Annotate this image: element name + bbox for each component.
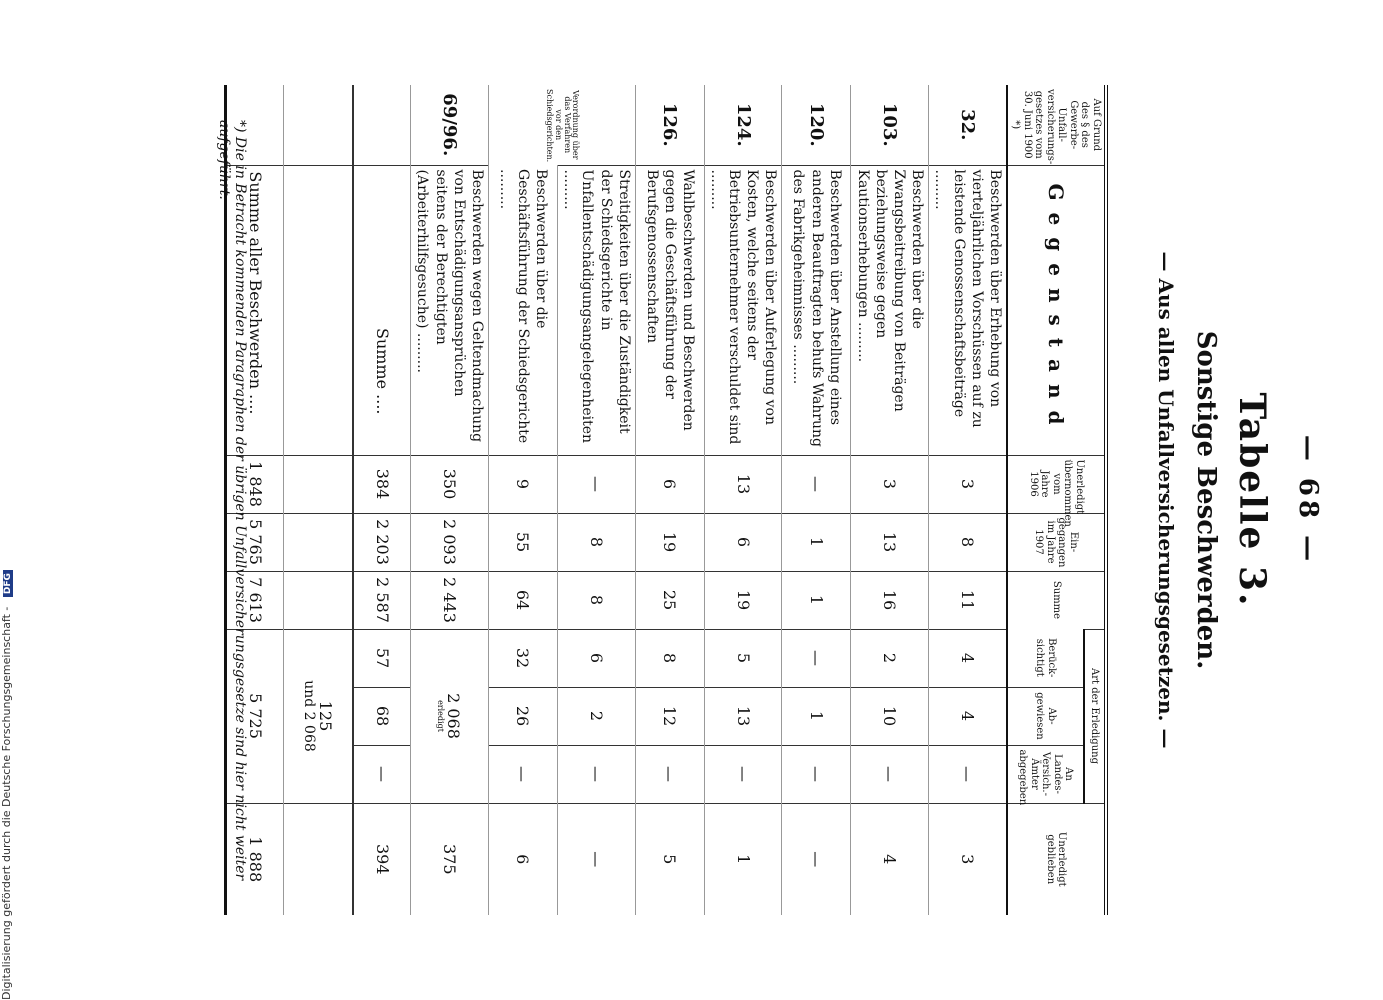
cell-paragraph: 126. [635, 85, 704, 165]
gesamt-unerledigt: 1 888 [227, 803, 284, 915]
cell-summe: 64 [489, 571, 558, 629]
cell-paragraph: 120. [782, 85, 851, 165]
cell-unerledigt: 3 [929, 803, 1007, 915]
cell-beruecksichtigt: 2 [851, 629, 929, 687]
dfg-logo: DFG [3, 570, 13, 597]
header-abgewiesen: Ab-gewiesen [1007, 687, 1084, 745]
cell-beruecksichtigt: 4 [929, 629, 1007, 687]
cell-unerledigt: — [558, 803, 636, 915]
gesamt-summe: 7 613 [227, 571, 284, 629]
erledigt-value: 2 068 [444, 693, 464, 739]
cell-landes: — [929, 745, 1007, 803]
cell-unerledigt: — [782, 803, 851, 915]
data-table [224, 85, 1108, 915]
cell-summe: 8 [558, 571, 636, 629]
cell-uebernommen: 3 [851, 455, 929, 513]
cell-summe: 16 [851, 571, 929, 629]
side-label [0, 0, 14, 1000]
cell-landes: — [851, 745, 929, 803]
cell-eingegangen: 19 [635, 513, 704, 571]
cell-uebernommen: 6 [635, 455, 704, 513]
cell-unerledigt: 4 [851, 803, 929, 915]
cell-paragraph: 124. [704, 85, 782, 165]
header-art-der-erledigung: Art der Erledigung [1084, 629, 1104, 803]
cell-beruecksichtigt: 32 [489, 629, 558, 687]
cell-eingegangen: 2 093 [411, 513, 489, 571]
cell-abgewiesen: 12 [635, 687, 704, 745]
summe-combined-value: 125 [315, 700, 335, 732]
header-gegenstand: Gegenstand [1007, 165, 1104, 455]
cell-abgewiesen: 13 [704, 687, 782, 745]
summe-beruecksichtigt: 57 [353, 629, 411, 687]
cell-summe: 25 [635, 571, 704, 629]
summe-combined [284, 629, 354, 803]
cell-summe: 11 [929, 571, 1007, 629]
header-landes-abgegeben: An Landes-Versich.-Ämter abgegeben [1007, 745, 1084, 803]
cell-uebernommen: — [782, 455, 851, 513]
cell-uebernommen: — [558, 455, 636, 513]
cell-paragraph-verordnung: Verordnung über das Verfahren vor den Schiedsgerichten. [489, 85, 636, 165]
cell-abgewiesen: 4 [929, 687, 1007, 745]
header-unerledigt-uebernommen: Unerledigt übernommen vom Jahre 1906 [1007, 455, 1104, 513]
cell-eingegangen: 1 [782, 513, 851, 571]
table-subtitle: Sonstige Beschwerden. [1191, 330, 1221, 670]
header-summe: Summe [1007, 571, 1104, 629]
summe-abgewiesen: 68 [353, 687, 411, 745]
page-number: — 68 — [1293, 434, 1323, 566]
cell-description: Beschwerden wegen Geltendmachung von Entschädigungsansprüchen seitens der Berechtigten (Arbeiterhilfsgesuche) ......... [411, 165, 489, 455]
cell-landes: — [558, 745, 636, 803]
table-subsubtitle: — Aus allen Unfallversicherungsgesetzen. — [1154, 251, 1178, 749]
cell-description: Streitigkeiten über die Zuständigkeit der Schiedsgerichte in Unfallentschädigungsangelegenheiten ......... [558, 165, 636, 455]
summe-combined-row [284, 85, 354, 915]
summe-und: und 2 068 [300, 680, 317, 752]
gesamt-label: Summe aller Beschwerden .... [227, 165, 284, 455]
gesamt-uebernommen: 1 848 [227, 455, 284, 513]
cell-unerledigt: 6 [489, 803, 558, 915]
cell-description: Beschwerden über die Geschäftsführung der Schiedsgerichte ......... [489, 165, 558, 455]
cell-landes: — [489, 745, 558, 803]
cell-summe: 1 [782, 571, 851, 629]
cell-landes: — [635, 745, 704, 803]
table-row [411, 85, 489, 915]
summe-label: Summe .... [353, 165, 411, 455]
header-unerledigt-geblieben: Unerledigt geblieben [1007, 803, 1104, 915]
cell-eingegangen: 6 [704, 513, 782, 571]
header-beruecksichtigt: Berück-sichtigt [1007, 629, 1084, 687]
table-row [704, 85, 782, 915]
cell-abgewiesen: 1 [782, 687, 851, 745]
cell-description: Beschwerden über Anstellung eines anderen Beauftragten behufs Wahrung des Fabrikgeheimnisses ......... [782, 165, 851, 455]
table-row [635, 85, 704, 915]
summe-row [353, 85, 411, 915]
cell-paragraph: 69/96. [411, 85, 489, 165]
cell-summe: 19 [704, 571, 782, 629]
summe-uebernommen: 384 [353, 455, 411, 513]
cell-eingegangen: 55 [489, 513, 558, 571]
cell-summe: 2 443 [411, 571, 489, 629]
cell-description: Beschwerden über die Zwangsbeitreibung von Beiträgen beziehungsweise gegen Kautionserhebungen ......... [851, 165, 929, 455]
table-row [489, 85, 558, 915]
table-title: Tabelle 3. [1231, 392, 1273, 608]
cell-beruecksichtigt: 8 [635, 629, 704, 687]
cell-paragraph: 32. [929, 85, 1007, 165]
cell-beruecksichtigt: 6 [558, 629, 636, 687]
header-paragraph: Auf Grund des § des Gewerbe-Unfall-versicherungs-gesetzes vom 30. Juni 1900 *) [1007, 85, 1104, 165]
erledigt-note: erledigt [436, 700, 446, 732]
gesamt-eingegangen: 5 765 [227, 513, 284, 571]
cell-uebernommen: 3 [929, 455, 1007, 513]
cell-landes: — [782, 745, 851, 803]
cell-unerledigt: 375 [411, 803, 489, 915]
summe-summe: 2 587 [353, 571, 411, 629]
cell-unerledigt: 5 [635, 803, 704, 915]
table-row [851, 85, 929, 915]
cell-beruecksichtigt: — [782, 629, 851, 687]
side-label-text: Digitalisierung gefördert durch die Deutsche Forschungsgemeinschaft - [0, 606, 13, 1000]
cell-description: Beschwerden über Auferlegung von Kosten, welche seitens der Betriebsunternehmer verschuldet sind ......... [704, 165, 782, 455]
gesamt-erledigt: 5 725 [227, 629, 284, 803]
summe-unerledigt: 394 [353, 803, 411, 915]
cell-abgewiesen: 2 [558, 687, 636, 745]
table-row [558, 85, 636, 915]
cell-erledigt [411, 629, 489, 803]
cell-description: Wahlbeschwerden und Beschwerden gegen die Geschäftsführung der Berufsgenossenschaften [635, 165, 704, 455]
cell-uebernommen: 9 [489, 455, 558, 513]
table-row [929, 85, 1007, 915]
cell-eingegangen: 8 [929, 513, 1007, 571]
cell-description: Beschwerden über Erhebung von vierteljährlichen Vorschüssen auf zu leistende Genossenschaftsbeiträge ......... [929, 165, 1007, 455]
summe-landes: — [353, 745, 411, 803]
cell-uebernommen: 13 [704, 455, 782, 513]
cell-beruecksichtigt: 5 [704, 629, 782, 687]
cell-landes: — [704, 745, 782, 803]
header-eingegangen: Ein-gegangen im Jahre 1907 [1007, 513, 1104, 571]
table-row [782, 85, 851, 915]
cell-uebernommen: 350 [411, 455, 489, 513]
summe-eingegangen: 2 203 [353, 513, 411, 571]
cell-eingegangen: 13 [851, 513, 929, 571]
cell-paragraph: 103. [851, 85, 929, 165]
cell-abgewiesen: 26 [489, 687, 558, 745]
cell-abgewiesen: 10 [851, 687, 929, 745]
cell-eingegangen: 8 [558, 513, 636, 571]
cell-unerledigt: 1 [704, 803, 782, 915]
footnote: *) Die in Betracht kommenden Paragraphen der übrigen Unfallversicherungsgesetze sind hier nicht weiter aufgeführt. [216, 120, 248, 881]
